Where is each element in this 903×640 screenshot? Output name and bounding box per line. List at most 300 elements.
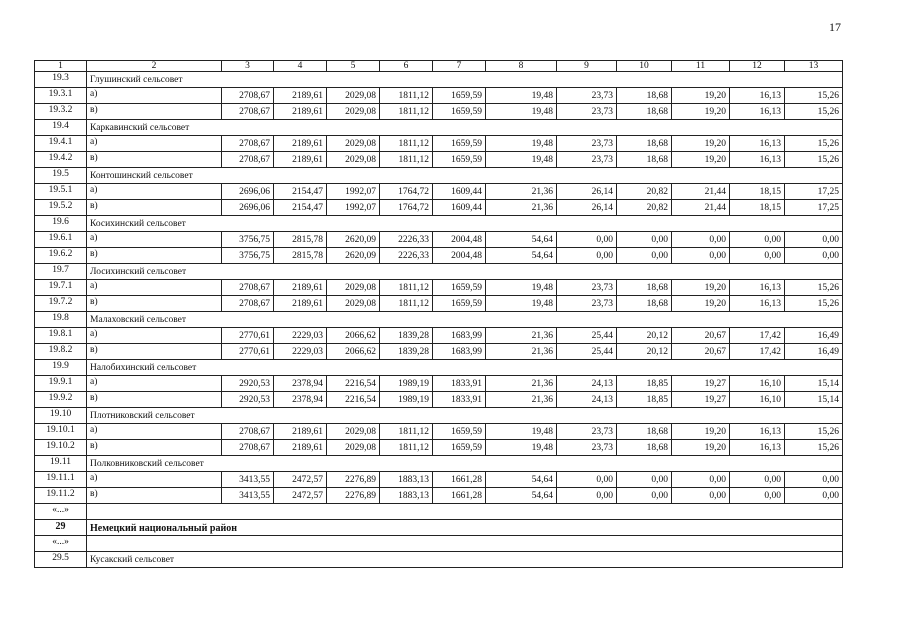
value-cell: 1683,99 — [433, 328, 486, 344]
value-cell: 2029,08 — [327, 424, 380, 440]
value-cell: 2066,62 — [327, 328, 380, 344]
value-cell: 1659,59 — [433, 88, 486, 104]
value-cell: 19,48 — [486, 296, 557, 312]
row-label: а) — [87, 136, 222, 152]
value-cell: 2920,53 — [222, 392, 274, 408]
value-cell: 54,64 — [486, 488, 557, 504]
value-cell: 15,26 — [785, 296, 843, 312]
column-number: 6 — [380, 61, 433, 72]
value-cell: 21,36 — [486, 328, 557, 344]
value-cell: 2189,61 — [274, 296, 327, 312]
row-label: а) — [87, 232, 222, 248]
value-cell: 1811,12 — [380, 440, 433, 456]
value-cell: 2004,48 — [433, 248, 486, 264]
value-cell: 19,48 — [486, 88, 557, 104]
value-cell: 1659,59 — [433, 296, 486, 312]
value-cell: 15,26 — [785, 280, 843, 296]
section-name: Косихинский сельсовет — [87, 216, 843, 232]
table-row — [35, 488, 843, 504]
value-cell: 1764,72 — [380, 184, 433, 200]
district-heading-row — [35, 520, 843, 536]
value-cell: 3413,55 — [222, 488, 274, 504]
value-cell: 1659,59 — [433, 440, 486, 456]
value-cell: 18,15 — [730, 200, 785, 216]
row-code: 19.4.2 — [35, 152, 87, 168]
row-label: в) — [87, 488, 222, 504]
row-code: 19.10.1 — [35, 424, 87, 440]
value-cell: 17,42 — [730, 328, 785, 344]
value-cell: 18,68 — [617, 152, 672, 168]
row-label: в) — [87, 152, 222, 168]
column-number: 5 — [327, 61, 380, 72]
value-cell: 2029,08 — [327, 136, 380, 152]
section-name: Кусакский сельсовет — [87, 552, 843, 568]
value-cell: 1811,12 — [380, 88, 433, 104]
table-row — [35, 104, 843, 120]
value-cell: 23,73 — [557, 152, 617, 168]
value-cell: 2276,89 — [327, 472, 380, 488]
value-cell: 24,13 — [557, 376, 617, 392]
value-cell: 2770,61 — [222, 344, 274, 360]
value-cell: 0,00 — [672, 232, 730, 248]
value-cell: 19,48 — [486, 280, 557, 296]
row-code: 19.10.2 — [35, 440, 87, 456]
value-cell: 2472,57 — [274, 472, 327, 488]
row-code: 19.9.1 — [35, 376, 87, 392]
section-name: Глушинский сельсовет — [87, 72, 843, 88]
value-cell: 2696,06 — [222, 184, 274, 200]
value-cell: 1883,13 — [380, 488, 433, 504]
value-cell: 1989,19 — [380, 392, 433, 408]
value-cell: 2229,03 — [274, 328, 327, 344]
section-code: 19.3 — [35, 72, 87, 88]
value-cell: 2815,78 — [274, 248, 327, 264]
value-cell: 20,67 — [672, 328, 730, 344]
value-cell: 24,13 — [557, 392, 617, 408]
value-cell: 2920,53 — [222, 376, 274, 392]
column-number: 11 — [672, 61, 730, 72]
value-cell: 19,48 — [486, 136, 557, 152]
value-cell: 21,36 — [486, 344, 557, 360]
value-cell: 20,12 — [617, 328, 672, 344]
row-label: в) — [87, 344, 222, 360]
column-number: 2 — [87, 61, 222, 72]
value-cell: 2815,78 — [274, 232, 327, 248]
value-cell: 16,13 — [730, 280, 785, 296]
value-cell: 18,68 — [617, 296, 672, 312]
value-cell: 2276,89 — [327, 488, 380, 504]
value-cell: 1811,12 — [380, 152, 433, 168]
value-cell: 1659,59 — [433, 280, 486, 296]
row-label: в) — [87, 440, 222, 456]
section-name: Налобихинский сельсовет — [87, 360, 843, 376]
table-row — [35, 280, 843, 296]
value-cell: 2708,67 — [222, 296, 274, 312]
value-cell: 21,36 — [486, 184, 557, 200]
value-cell: 2154,47 — [274, 200, 327, 216]
value-cell: 0,00 — [557, 232, 617, 248]
section-code: 19.10 — [35, 408, 87, 424]
section-row — [35, 552, 843, 568]
value-cell: 2226,33 — [380, 232, 433, 248]
value-cell: 19,20 — [672, 104, 730, 120]
table-row — [35, 88, 843, 104]
column-number: 12 — [730, 61, 785, 72]
value-cell: 18,68 — [617, 280, 672, 296]
table-row — [35, 152, 843, 168]
row-code: 19.7.2 — [35, 296, 87, 312]
value-cell: 19,48 — [486, 440, 557, 456]
section-row — [35, 408, 843, 424]
value-cell: 2708,67 — [222, 440, 274, 456]
value-cell: 23,73 — [557, 424, 617, 440]
row-label: а) — [87, 472, 222, 488]
value-cell: 20,82 — [617, 184, 672, 200]
value-cell: 1683,99 — [433, 344, 486, 360]
row-code: 19.9.2 — [35, 392, 87, 408]
value-cell: 16,13 — [730, 440, 785, 456]
value-cell: 18,68 — [617, 88, 672, 104]
value-cell: 26,14 — [557, 200, 617, 216]
value-cell: 1609,44 — [433, 184, 486, 200]
table-row — [35, 376, 843, 392]
column-number-row — [35, 61, 843, 72]
value-cell: 1764,72 — [380, 200, 433, 216]
row-label: в) — [87, 296, 222, 312]
row-code: 19.6.1 — [35, 232, 87, 248]
value-cell: 0,00 — [672, 472, 730, 488]
value-cell: 15,26 — [785, 424, 843, 440]
value-cell: 0,00 — [730, 248, 785, 264]
row-code: 19.3.1 — [35, 88, 87, 104]
value-cell: 2189,61 — [274, 136, 327, 152]
value-cell: 1659,59 — [433, 152, 486, 168]
value-cell: 15,26 — [785, 152, 843, 168]
value-cell: 2708,67 — [222, 88, 274, 104]
value-cell: 1661,28 — [433, 488, 486, 504]
value-cell: 15,14 — [785, 392, 843, 408]
value-cell: 18,68 — [617, 440, 672, 456]
value-cell: 23,73 — [557, 104, 617, 120]
value-cell: 19,20 — [672, 280, 730, 296]
row-label: в) — [87, 200, 222, 216]
value-cell: 19,48 — [486, 424, 557, 440]
value-cell: 1883,13 — [380, 472, 433, 488]
section-code: 29 — [35, 520, 87, 536]
value-cell: 2226,33 — [380, 248, 433, 264]
section-row — [35, 264, 843, 280]
column-number: 3 — [222, 61, 274, 72]
column-number: 8 — [486, 61, 557, 72]
value-cell: 2708,67 — [222, 152, 274, 168]
value-cell: 54,64 — [486, 232, 557, 248]
value-cell: 18,68 — [617, 136, 672, 152]
section-code: 19.4 — [35, 120, 87, 136]
value-cell: 16,13 — [730, 296, 785, 312]
row-code: 19.5.1 — [35, 184, 87, 200]
row-code: 19.4.1 — [35, 136, 87, 152]
value-cell: 18,68 — [617, 424, 672, 440]
section-row — [35, 360, 843, 376]
table-row — [35, 392, 843, 408]
value-cell: 20,82 — [617, 200, 672, 216]
value-cell: 0,00 — [730, 488, 785, 504]
value-cell: 16,13 — [730, 88, 785, 104]
table-body — [35, 72, 843, 568]
value-cell: 1811,12 — [380, 424, 433, 440]
value-cell: 1811,12 — [380, 280, 433, 296]
table-row — [35, 472, 843, 488]
table-row — [35, 136, 843, 152]
section-code: 19.11 — [35, 456, 87, 472]
section-code: 19.7 — [35, 264, 87, 280]
value-cell: 15,26 — [785, 88, 843, 104]
value-cell: 21,36 — [486, 200, 557, 216]
value-cell: 1811,12 — [380, 136, 433, 152]
value-cell: 0,00 — [557, 472, 617, 488]
value-cell: 0,00 — [557, 488, 617, 504]
value-cell: 1992,07 — [327, 184, 380, 200]
value-cell: 2620,09 — [327, 248, 380, 264]
value-cell: 18,85 — [617, 392, 672, 408]
value-cell: 2620,09 — [327, 232, 380, 248]
ellipsis-row — [35, 504, 843, 520]
section-row — [35, 72, 843, 88]
column-number: 9 — [557, 61, 617, 72]
table-row — [35, 296, 843, 312]
value-cell: 0,00 — [785, 232, 843, 248]
value-cell: 16,49 — [785, 328, 843, 344]
value-cell: 0,00 — [557, 248, 617, 264]
value-cell: 15,14 — [785, 376, 843, 392]
value-cell: 17,42 — [730, 344, 785, 360]
value-cell: 19,20 — [672, 136, 730, 152]
section-row — [35, 456, 843, 472]
value-cell: 3756,75 — [222, 248, 274, 264]
value-cell: 19,48 — [486, 152, 557, 168]
section-row — [35, 312, 843, 328]
value-cell: 1659,59 — [433, 136, 486, 152]
value-cell: 19,20 — [672, 424, 730, 440]
value-cell: 25,44 — [557, 328, 617, 344]
value-cell: 1989,19 — [380, 376, 433, 392]
value-cell: 0,00 — [617, 488, 672, 504]
column-number: 10 — [617, 61, 672, 72]
value-cell: 0,00 — [672, 488, 730, 504]
value-cell: 0,00 — [617, 248, 672, 264]
value-cell: 2378,94 — [274, 392, 327, 408]
value-cell: 0,00 — [730, 232, 785, 248]
row-label: в) — [87, 392, 222, 408]
value-cell: 2216,54 — [327, 376, 380, 392]
row-code: 19.11.1 — [35, 472, 87, 488]
value-cell: 21,36 — [486, 392, 557, 408]
value-cell: 16,10 — [730, 392, 785, 408]
section-code: 29.5 — [35, 552, 87, 568]
value-cell: 54,64 — [486, 472, 557, 488]
value-cell: 0,00 — [785, 488, 843, 504]
value-cell: 1811,12 — [380, 104, 433, 120]
value-cell: 1992,07 — [327, 200, 380, 216]
table-row — [35, 248, 843, 264]
value-cell: 19,20 — [672, 440, 730, 456]
ellipsis-row — [35, 536, 843, 552]
row-code: 19.8.2 — [35, 344, 87, 360]
section-name: Лосихинский сельсовет — [87, 264, 843, 280]
value-cell: 2708,67 — [222, 136, 274, 152]
row-label: а) — [87, 328, 222, 344]
section-name: Малаховский сельсовет — [87, 312, 843, 328]
value-cell: 23,73 — [557, 440, 617, 456]
row-code: 19.3.2 — [35, 104, 87, 120]
value-cell: 3413,55 — [222, 472, 274, 488]
value-cell: 21,44 — [672, 184, 730, 200]
empty-cell — [87, 504, 843, 520]
value-cell: 19,27 — [672, 376, 730, 392]
column-number: 7 — [433, 61, 486, 72]
section-code: 19.6 — [35, 216, 87, 232]
value-cell: 21,44 — [672, 200, 730, 216]
value-cell: 54,64 — [486, 248, 557, 264]
table-row — [35, 424, 843, 440]
value-cell: 2229,03 — [274, 344, 327, 360]
value-cell: 16,13 — [730, 104, 785, 120]
value-cell: 1839,28 — [380, 344, 433, 360]
value-cell: 1659,59 — [433, 424, 486, 440]
value-cell: 18,85 — [617, 376, 672, 392]
value-cell: 20,12 — [617, 344, 672, 360]
row-code: 19.11.2 — [35, 488, 87, 504]
value-cell: 18,68 — [617, 104, 672, 120]
column-number: 4 — [274, 61, 327, 72]
table-row — [35, 200, 843, 216]
ellipsis-mark: «...» — [35, 504, 87, 520]
value-cell: 2004,48 — [433, 232, 486, 248]
value-cell: 19,27 — [672, 392, 730, 408]
value-cell: 2029,08 — [327, 88, 380, 104]
row-code: 19.5.2 — [35, 200, 87, 216]
value-cell: 2189,61 — [274, 424, 327, 440]
value-cell: 0,00 — [617, 472, 672, 488]
value-cell: 15,26 — [785, 440, 843, 456]
value-cell: 2189,61 — [274, 280, 327, 296]
value-cell: 19,20 — [672, 88, 730, 104]
section-name: Полковниковский сельсовет — [87, 456, 843, 472]
value-cell: 16,13 — [730, 136, 785, 152]
value-cell: 1833,91 — [433, 376, 486, 392]
section-name: Контошинский сельсовет — [87, 168, 843, 184]
row-label: а) — [87, 280, 222, 296]
value-cell: 3756,75 — [222, 232, 274, 248]
row-code: 19.7.1 — [35, 280, 87, 296]
section-row — [35, 168, 843, 184]
value-cell: 18,15 — [730, 184, 785, 200]
value-cell: 2029,08 — [327, 440, 380, 456]
value-cell: 16,13 — [730, 424, 785, 440]
value-cell: 2696,06 — [222, 200, 274, 216]
section-row — [35, 120, 843, 136]
section-name: Немецкий национальный район — [87, 520, 843, 536]
value-cell: 0,00 — [730, 472, 785, 488]
value-cell: 1833,91 — [433, 392, 486, 408]
value-cell: 15,26 — [785, 136, 843, 152]
value-cell: 25,44 — [557, 344, 617, 360]
value-cell: 15,26 — [785, 104, 843, 120]
value-cell: 20,67 — [672, 344, 730, 360]
value-cell: 19,48 — [486, 104, 557, 120]
row-label: а) — [87, 184, 222, 200]
table-row — [35, 184, 843, 200]
value-cell: 2029,08 — [327, 104, 380, 120]
row-label: а) — [87, 424, 222, 440]
value-cell: 2708,67 — [222, 280, 274, 296]
value-cell: 17,25 — [785, 184, 843, 200]
value-cell: 26,14 — [557, 184, 617, 200]
column-number: 1 — [35, 61, 87, 72]
value-cell: 2770,61 — [222, 328, 274, 344]
value-cell: 16,10 — [730, 376, 785, 392]
value-cell: 1659,59 — [433, 104, 486, 120]
value-cell: 23,73 — [557, 136, 617, 152]
value-cell: 17,25 — [785, 200, 843, 216]
table-row — [35, 232, 843, 248]
section-code: 19.5 — [35, 168, 87, 184]
value-cell: 2189,61 — [274, 152, 327, 168]
value-cell: 0,00 — [785, 248, 843, 264]
value-cell: 0,00 — [617, 232, 672, 248]
value-cell: 1661,28 — [433, 472, 486, 488]
value-cell: 21,36 — [486, 376, 557, 392]
value-cell: 2216,54 — [327, 392, 380, 408]
row-label: а) — [87, 88, 222, 104]
value-cell: 16,13 — [730, 152, 785, 168]
row-label: в) — [87, 104, 222, 120]
value-cell: 16,49 — [785, 344, 843, 360]
value-cell: 1609,44 — [433, 200, 486, 216]
empty-cell — [87, 536, 843, 552]
value-cell: 2378,94 — [274, 376, 327, 392]
value-cell: 23,73 — [557, 88, 617, 104]
value-cell: 1811,12 — [380, 296, 433, 312]
value-cell: 2189,61 — [274, 440, 327, 456]
value-cell: 2154,47 — [274, 184, 327, 200]
row-code: 19.6.2 — [35, 248, 87, 264]
value-cell: 2708,67 — [222, 104, 274, 120]
value-cell: 2029,08 — [327, 280, 380, 296]
value-cell: 2189,61 — [274, 104, 327, 120]
value-cell: 2708,67 — [222, 424, 274, 440]
value-cell: 23,73 — [557, 296, 617, 312]
value-cell: 2029,08 — [327, 296, 380, 312]
value-cell: 19,20 — [672, 152, 730, 168]
column-number: 13 — [785, 61, 843, 72]
table-row — [35, 344, 843, 360]
page-number: 17 — [829, 20, 841, 34]
section-code: 19.9 — [35, 360, 87, 376]
value-cell: 0,00 — [785, 472, 843, 488]
value-cell: 2066,62 — [327, 344, 380, 360]
section-name: Плотниковский сельсовет — [87, 408, 843, 424]
table-row — [35, 440, 843, 456]
value-cell: 0,00 — [672, 248, 730, 264]
ellipsis-mark: «...» — [35, 536, 87, 552]
value-cell: 2029,08 — [327, 152, 380, 168]
value-cell: 19,20 — [672, 296, 730, 312]
table-row — [35, 328, 843, 344]
value-cell: 23,73 — [557, 280, 617, 296]
value-cell: 2472,57 — [274, 488, 327, 504]
value-cell: 1839,28 — [380, 328, 433, 344]
